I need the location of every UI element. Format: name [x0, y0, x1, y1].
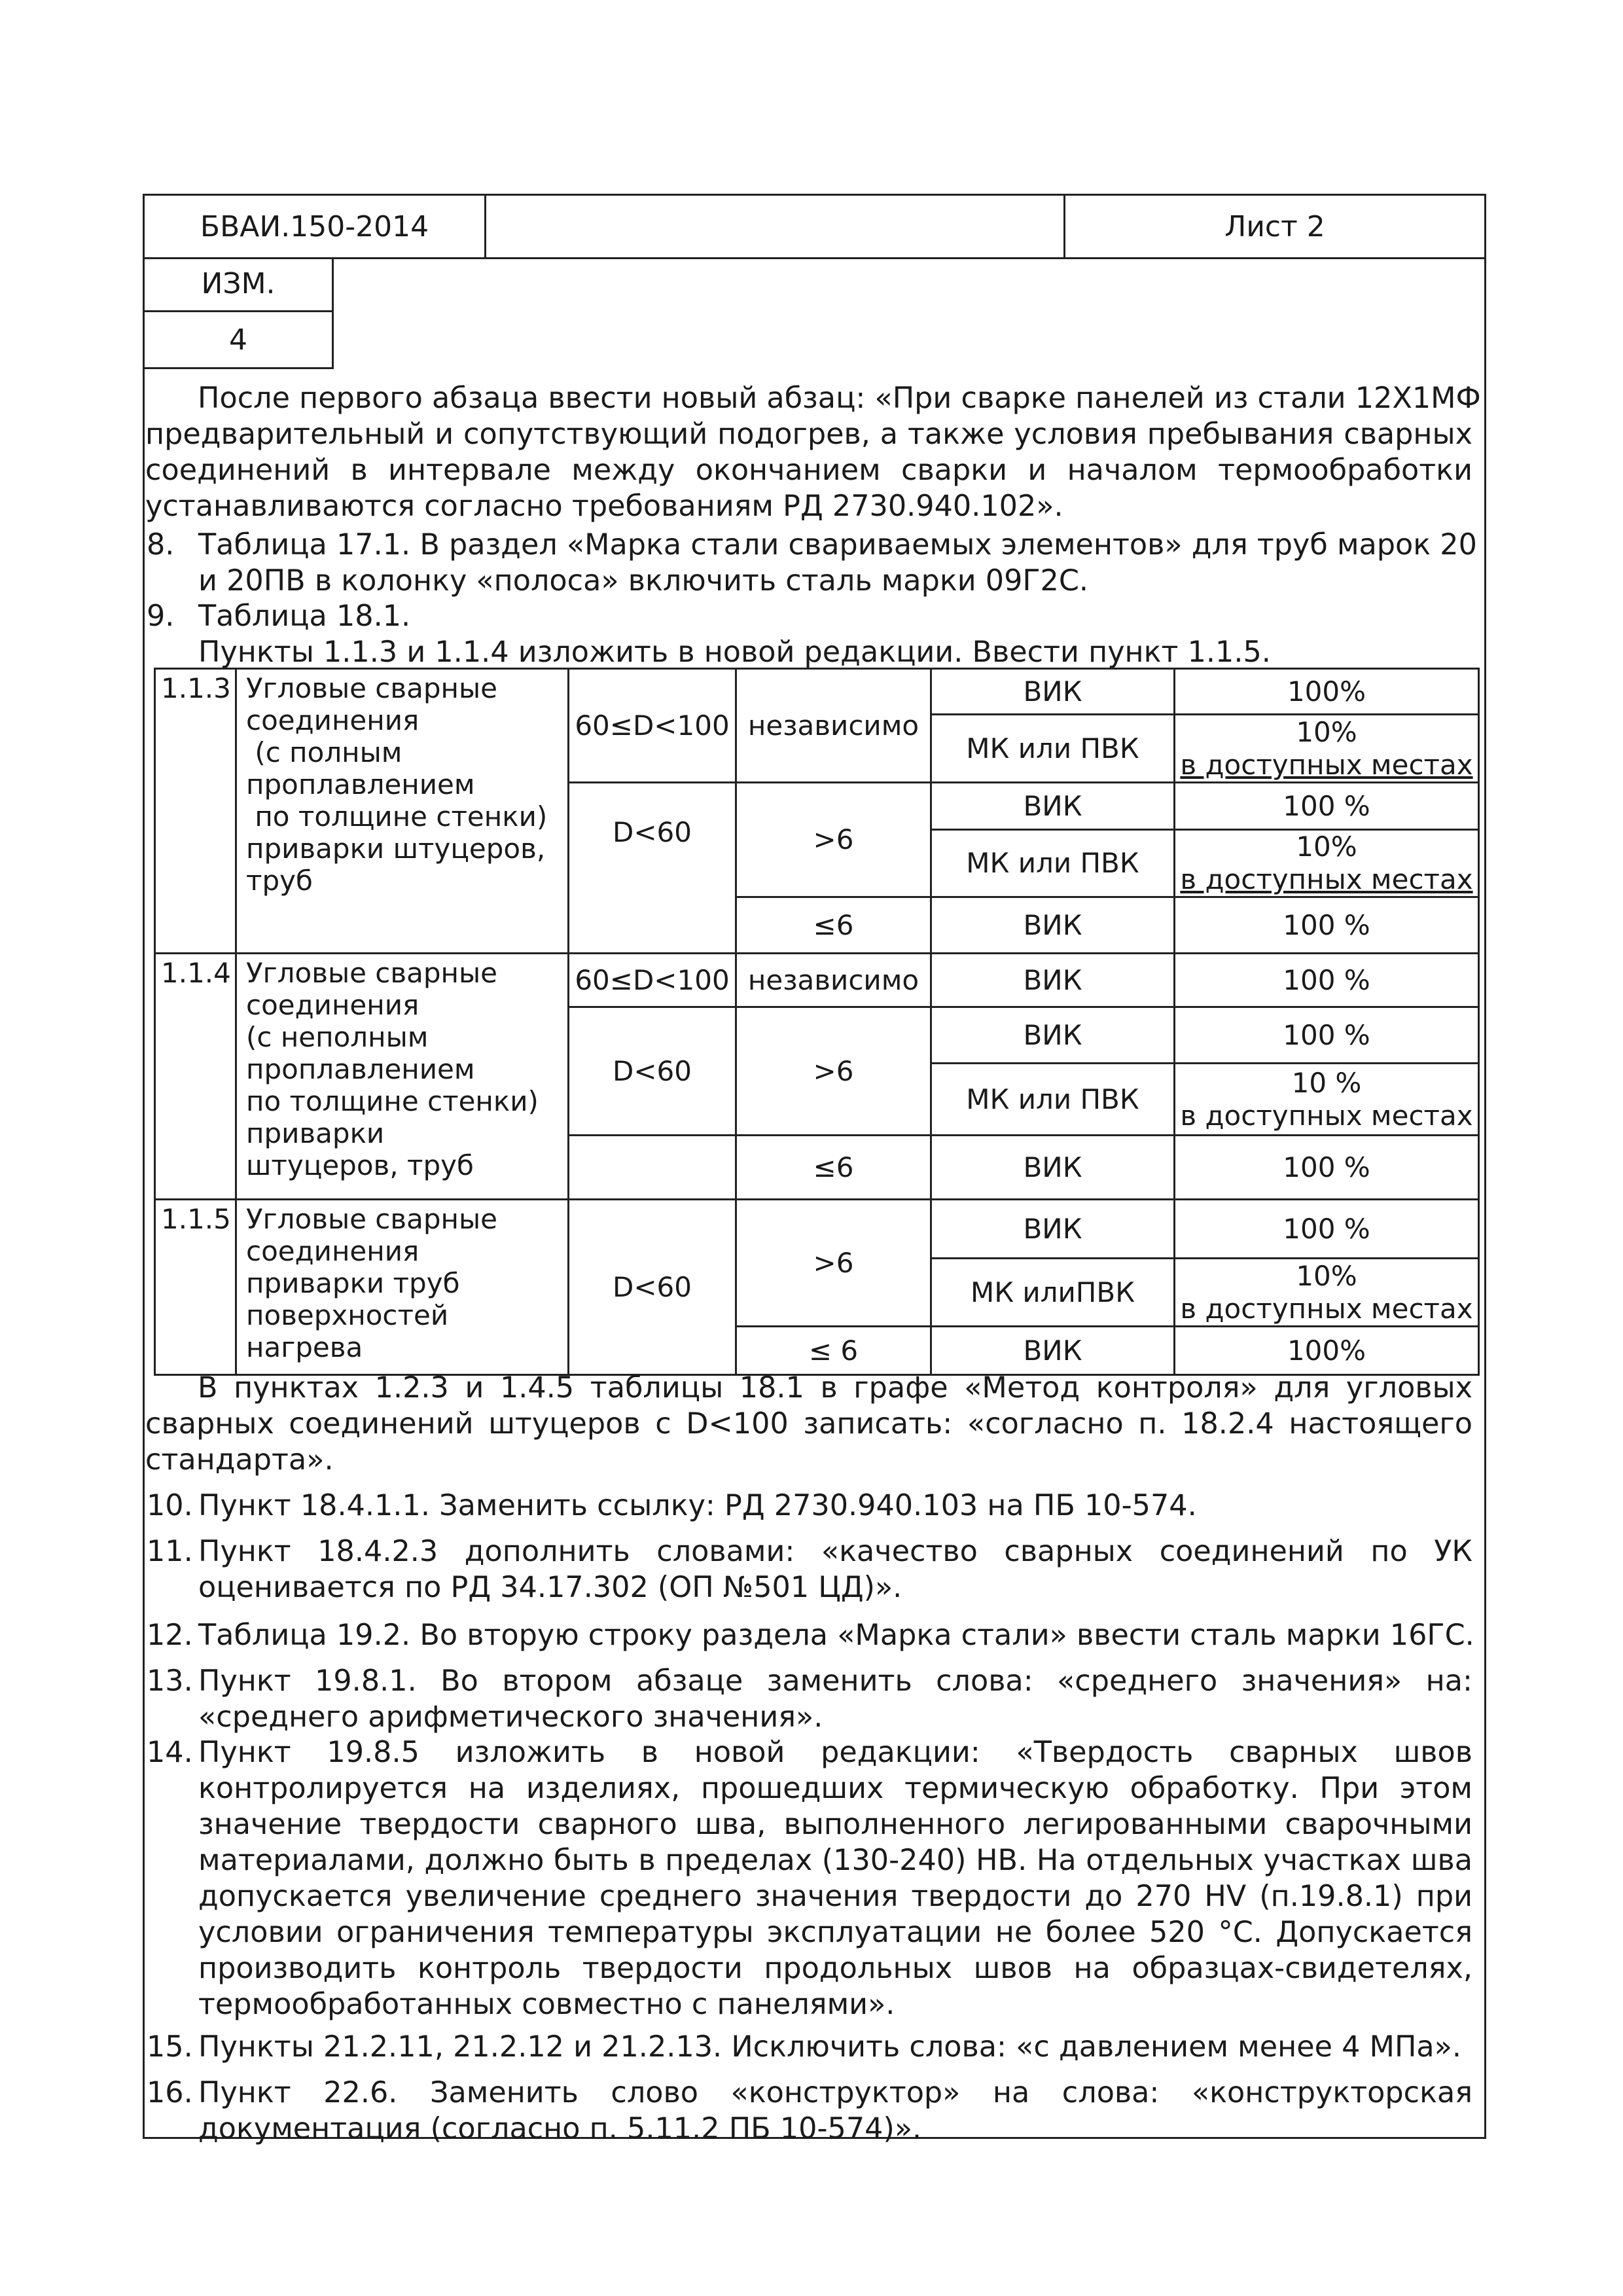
row-description — [236, 954, 569, 1200]
revision-number: 4 — [229, 323, 247, 357]
item-line: материалами, должно быть в пределах (130-240) НВ. На отдельных участках шва — [198, 1844, 1472, 1877]
item-10 — [198, 1488, 1472, 1524]
method-cell: МК или ПВК — [931, 1064, 1175, 1136]
item-number: 11. — [147, 1535, 193, 1568]
item-16 — [198, 2075, 1472, 2147]
item-line: термообработанных совместно с панелями». — [198, 1988, 895, 2021]
scope-cell — [1175, 830, 1479, 897]
desc-line: соединения — [246, 1235, 419, 1267]
desc-line: приварки штуцеров, — [246, 833, 546, 865]
item-number: 16. — [147, 2076, 193, 2109]
scope-cell: 100% — [1175, 1327, 1479, 1375]
desc-line: (с полным — [246, 736, 402, 768]
item-line: Пункт 19.8.5 изложить в новой редакции: «Твердость сварных швов — [198, 1736, 1472, 1769]
method-cell: ВИК — [931, 1327, 1175, 1375]
method-cell: ВИК — [931, 1136, 1175, 1200]
item-number: 12. — [147, 1619, 193, 1652]
method-cell: ВИК — [931, 1007, 1175, 1064]
scope-cell: 100 % — [1175, 1200, 1479, 1259]
row-description — [236, 1200, 569, 1375]
item-number: 9. — [147, 600, 175, 633]
frame-right-stub — [1484, 257, 1486, 368]
revision-box — [143, 257, 334, 369]
table-18-1 — [154, 668, 1480, 1376]
desc-line: по толщине стенки) — [246, 800, 548, 833]
item-line: Пункт 22.6. Заменить слово «конструктор» на слова: «конструкторская — [198, 2076, 1472, 2109]
item-line: Пункты 21.2.11, 21.2.12 и 21.2.13. Исключить слова: «с давлением менее 4 МПа». — [198, 2030, 1462, 2064]
item-line: условии ограничения температуры эксплуатации не более 520 °С. Допускается — [198, 1916, 1472, 1949]
para-line: сварных соединений штуцеров с D<100 записать: «согласно п. 18.2.4 настоящего — [145, 1407, 1472, 1441]
item-8 — [198, 527, 1477, 599]
scope-cell — [1175, 1064, 1479, 1136]
intro-line: соединений в интервале между окончанием сварки и началом термообработки — [145, 454, 1472, 487]
item-15 — [198, 2029, 1472, 2065]
diameter-cell: 60≤D<100 — [569, 954, 736, 1007]
item-13 — [198, 1663, 1472, 1735]
scope-value: 10 % — [1291, 1066, 1362, 1099]
thickness-cell: ≤ 6 — [736, 1327, 931, 1375]
desc-line: нагрева — [246, 1331, 363, 1363]
scope-cell: 100 % — [1175, 783, 1479, 830]
desc-line: соединения — [246, 989, 419, 1021]
sheet-number: Лист 2 — [1224, 209, 1325, 243]
thickness-cell: независимо — [736, 669, 931, 783]
item-line: допускается увеличение среднего значения твердости до 270 HV (п.19.8.1) при — [198, 1880, 1472, 1913]
desc-line: поверхностей — [246, 1299, 449, 1331]
thickness-cell: >6 — [736, 783, 931, 897]
intro-line: предварительный и сопутствующий подогрев, а также условия пребывания сварных — [145, 418, 1472, 451]
diameter-cell-empty — [569, 1136, 736, 1200]
item-line: Таблица 17.1. В раздел «Марка стали свариваемых элементов» для труб марок 20 — [198, 528, 1477, 562]
item-number: 8. — [147, 528, 175, 562]
header-row — [143, 194, 1486, 259]
doc-code: БВАИ.150-2014 — [145, 196, 486, 257]
desc-line: Угловые сварные — [246, 1203, 498, 1235]
scope-cell — [1175, 1259, 1479, 1327]
desc-line: Угловые сварные — [246, 957, 498, 989]
item-line: «среднего арифметического значения». — [198, 1700, 823, 1734]
item-line: Таблица 18.1. — [198, 600, 411, 633]
item-9 — [198, 598, 1472, 670]
item-line: контролируется на изделиях, прошедших термическую обработку. При этом — [198, 1772, 1472, 1805]
desc-line: проплавлением — [246, 1053, 475, 1085]
item-line: Пункт 19.8.1. Во втором абзаце заменить слова: «среднего значения» на: — [198, 1664, 1472, 1698]
item-11 — [198, 1534, 1472, 1605]
desc-line: по толщине стенки) — [246, 1085, 539, 1117]
header-blank-cell — [486, 196, 1065, 257]
item-line: документация (согласно п. 5.11.2 ПБ 10-574)». — [198, 2112, 922, 2145]
thickness-cell: >6 — [736, 1200, 931, 1327]
desc-line: приварки труб — [246, 1267, 460, 1299]
row-code: 1.1.5 — [155, 1200, 236, 1375]
diameter-cell: D<60 — [569, 783, 736, 954]
scope-value: 10% — [1296, 715, 1357, 748]
item-number: 14. — [147, 1736, 193, 1769]
item-number: 10. — [147, 1489, 193, 1522]
desc-line: проплавлением — [246, 768, 475, 800]
method-cell: МК или ПВК — [931, 830, 1175, 897]
scope-note: в доступных местах — [1180, 1292, 1473, 1325]
table-row — [155, 1200, 1479, 1259]
scope-note: в доступных местах — [1180, 1099, 1473, 1132]
item-line: оценивается по РД 34.17.302 (ОП №501 ЦД)». — [198, 1571, 902, 1604]
diameter-cell: D<60 — [569, 1007, 736, 1136]
item-number: 13. — [147, 1664, 193, 1698]
desc-line: соединения — [246, 704, 419, 736]
scope-cell: 100 % — [1175, 954, 1479, 1007]
desc-line: штуцеров, труб — [246, 1149, 474, 1181]
scope-cell: 100 % — [1175, 897, 1479, 954]
intro-line: После первого абзаца ввести новый абзац: «При сварке панелей из стали 12Х1МФ — [198, 382, 1481, 415]
method-cell: ВИК — [931, 669, 1175, 715]
table-row — [155, 954, 1479, 1007]
row-code: 1.1.4 — [155, 954, 236, 1200]
thickness-cell: независимо — [736, 954, 931, 1007]
item-line: Пункт 18.4.2.3 дополнить словами: «качество сварных соединений по УК — [198, 1535, 1472, 1568]
item-line: производить контроль твердости продольных швов на образцах-свидетелях, — [198, 1952, 1472, 1985]
method-cell: МК или ПВК — [931, 715, 1175, 783]
method-cell: ВИК — [931, 1200, 1175, 1259]
item-line: Пункты 1.1.3 и 1.1.4 изложить в новой редакции. Ввести пункт 1.1.5. — [198, 636, 1271, 669]
method-cell: МК илиПВК — [931, 1259, 1175, 1327]
scope-note: в доступных местах — [1180, 863, 1473, 895]
item-12 — [198, 1617, 1472, 1653]
desc-line: труб — [246, 865, 313, 897]
desc-line: (с неполным — [246, 1021, 429, 1053]
item-14 — [198, 1734, 1472, 2022]
desc-line: Угловые сварные — [246, 672, 498, 704]
scope-cell — [1175, 715, 1479, 783]
table-row — [155, 669, 1479, 715]
scope-cell: 100% — [1175, 669, 1479, 715]
scope-cell: 100 % — [1175, 1007, 1479, 1064]
method-cell: ВИК — [931, 783, 1175, 830]
scope-cell: 100 % — [1175, 1136, 1479, 1200]
row-description — [236, 669, 569, 954]
method-cell: ВИК — [931, 954, 1175, 1007]
para-line: В пунктах 1.2.3 и 1.4.5 таблицы 18.1 в графе «Метод контроля» для угловых — [198, 1371, 1472, 1405]
item-number: 15. — [147, 2030, 193, 2064]
para-line: стандарта». — [145, 1443, 334, 1477]
diameter-cell: 60≤D<100 — [569, 669, 736, 783]
diameter-cell: D<60 — [569, 1200, 736, 1375]
scope-value: 10% — [1296, 1259, 1357, 1292]
thickness-cell: ≤6 — [736, 897, 931, 954]
intro-paragraph — [145, 380, 1481, 524]
scope-value: 10% — [1296, 831, 1357, 863]
item-line: и 20ПВ в колонку «полоса» включить сталь марки 09Г2С. — [198, 564, 1089, 598]
desc-line: приварки — [246, 1117, 385, 1149]
item-line: Таблица 19.2. Во вторую строку раздела «Марка стали» ввести сталь марки 16ГС. — [198, 1619, 1474, 1652]
revision-label: ИЗМ. — [145, 257, 332, 312]
thickness-cell: >6 — [736, 1007, 931, 1136]
item-line: Пункт 18.4.1.1. Заменить ссылку: РД 2730.940.103 на ПБ 10-574. — [198, 1489, 1197, 1522]
row-code: 1.1.3 — [155, 669, 236, 954]
after-table-paragraph — [145, 1370, 1472, 1478]
item-line: значение твердости сварного шва, выполненного легированными сварочными — [198, 1808, 1472, 1841]
scope-note: в доступных местах — [1180, 748, 1473, 781]
thickness-cell: ≤6 — [736, 1136, 931, 1200]
intro-line: устанавливаются согласно требованиям РД 2730.940.102». — [145, 490, 1063, 523]
method-cell: ВИК — [931, 897, 1175, 954]
